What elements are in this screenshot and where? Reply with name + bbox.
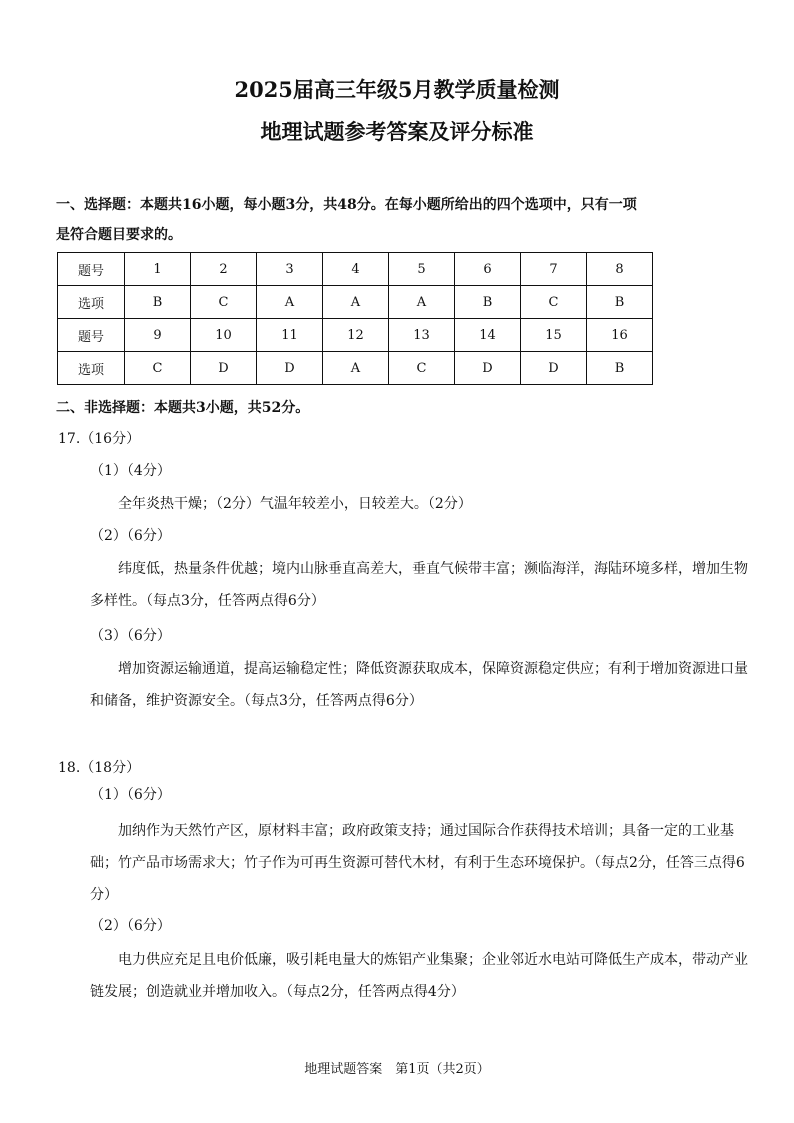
table-cell: 5 [389, 253, 455, 286]
table-cell: B [125, 286, 191, 319]
q17-part2-answer: 纬度低，热量条件优越；境内山脉垂直高差大，垂直气候带丰富；濒临海洋，海陆环境多样，增加生物多样性。（每点3分，任答两点得6分） [90, 561, 748, 609]
table-cell: 15 [521, 319, 587, 352]
table-cell: C [521, 286, 587, 319]
q17-part1-label: （1）（4分） [90, 463, 171, 479]
section1-instructions-line2: 是符合题目要求的。 [56, 227, 182, 243]
section2-heading: 二、非选择题：本题共3小题，共52分。 [56, 400, 310, 416]
table-row [58, 253, 653, 286]
table-cell: 13 [389, 319, 455, 352]
page-title: 2025届高三年级5月教学质量检测 [234, 77, 560, 102]
table-cell: 1 [125, 253, 191, 286]
table-row [58, 286, 653, 319]
table-cell: B [455, 286, 521, 319]
table-cell: 10 [191, 319, 257, 352]
page-footer: 地理试题答案 第1页（共2页） [304, 1062, 490, 1077]
table-cell: C [125, 352, 191, 385]
answer-table [57, 252, 653, 385]
q18-heading: 18.（18分） [58, 760, 141, 776]
table-row-header: 题号 [58, 319, 125, 352]
table-cell: B [587, 352, 653, 385]
table-cell: D [521, 352, 587, 385]
table-cell: 11 [257, 319, 323, 352]
q17-heading: 17.（16分） [58, 431, 141, 447]
q17-part3-label: （3）（6分） [90, 628, 171, 644]
table-cell: 8 [587, 253, 653, 286]
q18-part2-label: （2）（6分） [90, 918, 171, 934]
table-cell: 6 [455, 253, 521, 286]
q18-part1-label: （1）（6分） [90, 787, 171, 803]
table-cell: A [389, 286, 455, 319]
table-cell: D [455, 352, 521, 385]
q17-part1-answer: 全年炎热干燥；（2分）气温年较差小，日较差大。（2分） [118, 496, 472, 512]
table-cell: 16 [587, 319, 653, 352]
table-cell: C [191, 286, 257, 319]
table-cell: A [257, 286, 323, 319]
table-cell: 4 [323, 253, 389, 286]
table-cell: A [323, 352, 389, 385]
section1-instructions-line1: 一、选择题：本题共16小题，每小题3分，共48分。在每小题所给出的四个选项中，只有一项 [56, 197, 637, 213]
page-subtitle: 地理试题参考答案及评分标准 [260, 119, 534, 144]
table-row [58, 352, 653, 385]
table-cell: 9 [125, 319, 191, 352]
q17-part3-answer: 增加资源运输通道，提高运输稳定性；降低资源获取成本，保障资源稳定供应；有利于增加资源进口量和储备，维护资源安全。（每点3分，任答两点得6分） [90, 661, 748, 709]
table-cell: 2 [191, 253, 257, 286]
table-row-header: 题号 [58, 253, 125, 286]
table-cell: D [191, 352, 257, 385]
table-cell: C [389, 352, 455, 385]
table-cell: 12 [323, 319, 389, 352]
q18-part1-answer: 加纳作为天然竹产区，原材料丰富；政府政策支持；通过国际合作获得技术培训；具备一定的工业基础；竹产品市场需求大；竹子作为可再生资源可替代木材，有利于生态环境保护。（每点2分，任答三点得6分） [90, 823, 745, 903]
table-cell: D [257, 352, 323, 385]
table-cell: A [323, 286, 389, 319]
table-cell: 3 [257, 253, 323, 286]
table-row-header: 选项 [58, 352, 125, 385]
table-cell: 14 [455, 319, 521, 352]
table-row [58, 319, 653, 352]
q17-part2-label: （2）（6分） [90, 528, 171, 544]
q18-part2-answer: 电力供应充足且电价低廉，吸引耗电量大的炼铝产业集聚；企业邻近水电站可降低生产成本，带动产业链发展；创造就业并增加收入。（每点2分，任答两点得4分） [90, 952, 748, 1000]
table-row-header: 选项 [58, 286, 125, 319]
table-cell: 7 [521, 253, 587, 286]
table-cell: B [587, 286, 653, 319]
